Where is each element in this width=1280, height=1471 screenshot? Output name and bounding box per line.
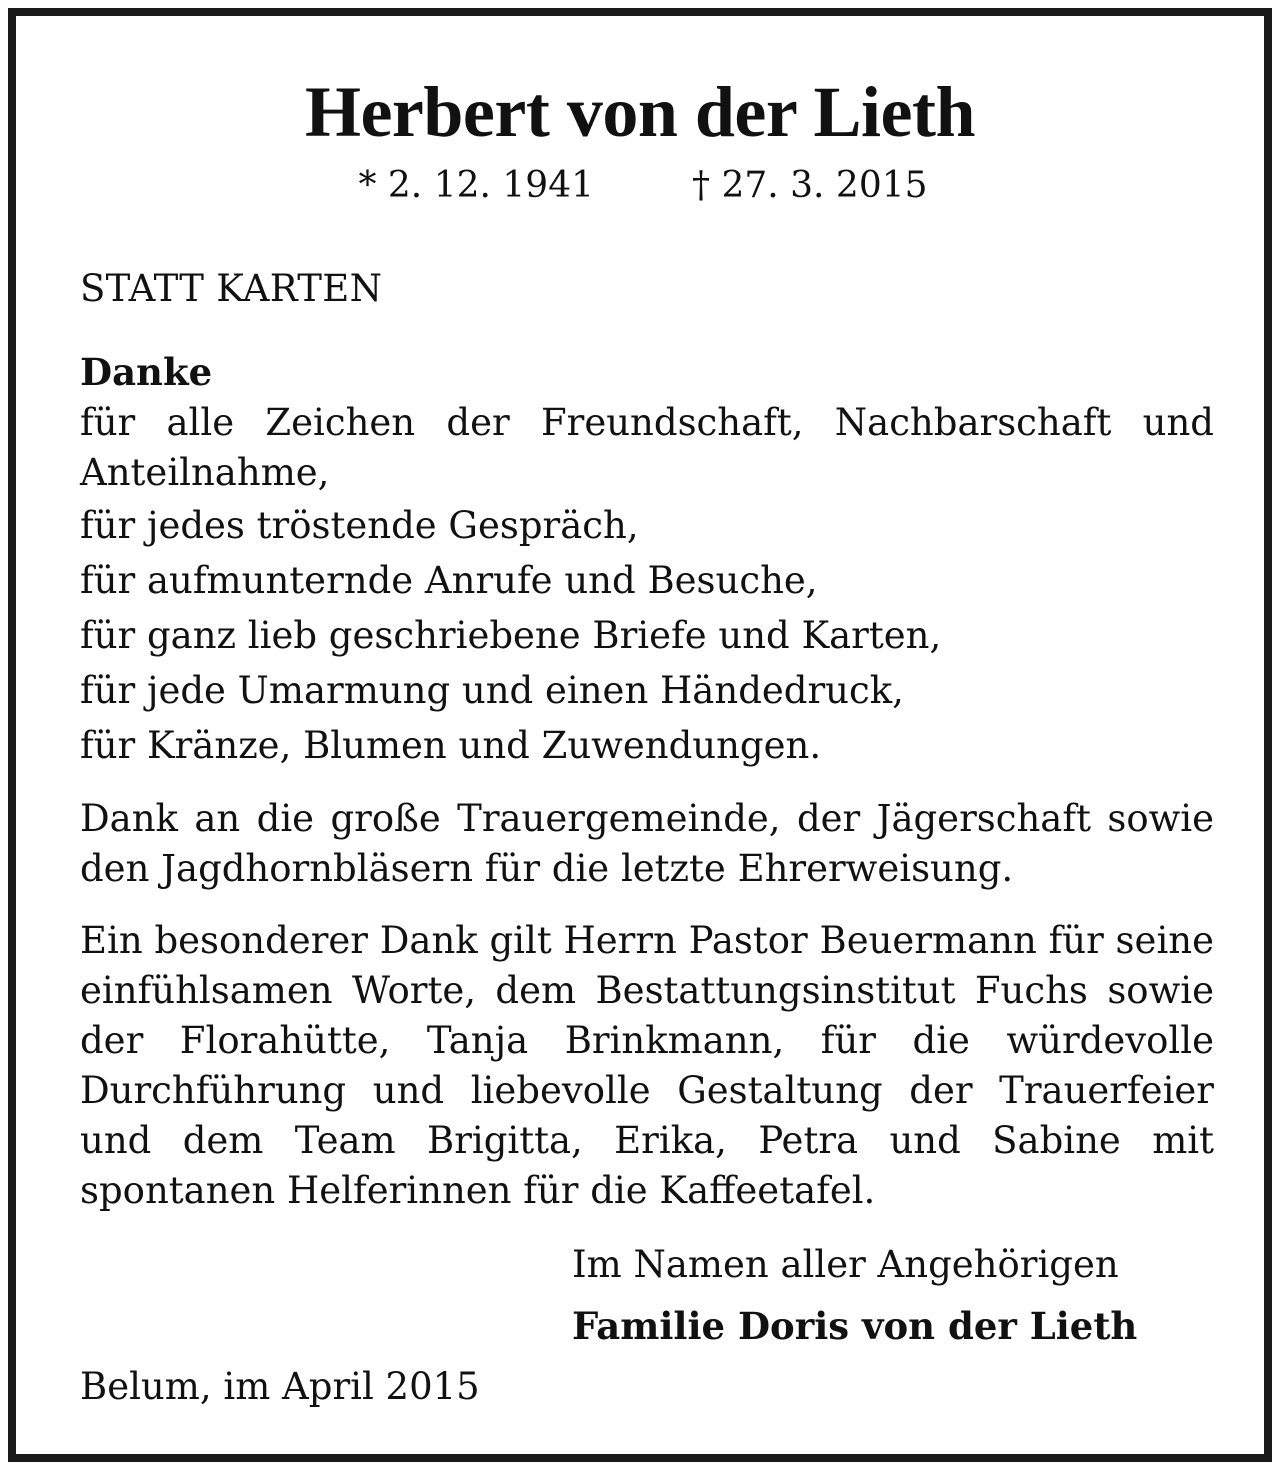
thanks-line: für ganz lieb geschriebene Briefe und Karten, [80, 614, 942, 657]
thanks-line: für jede Umarmung und einen Händedruck, [80, 669, 904, 712]
thanks-line: für Kränze, Blumen und Zuwendungen. [80, 724, 822, 767]
thanks-line: für aufmunternde Anrufe und Besuche, [80, 559, 818, 602]
thanks-section [80, 346, 1214, 773]
birth-date: * 2. 12. 1941 [358, 165, 594, 206]
deceased-name: Herbert von der Lieth [304, 72, 976, 152]
thanks-line: für jedes tröstende Gespräch, [80, 504, 639, 547]
death-date: † 27. 3. 2015 [692, 165, 928, 206]
closing-line: Im Namen aller Angehörigen [572, 1243, 1119, 1286]
statt-karten-label: STATT KARTEN [80, 267, 383, 310]
obituary-notice [8, 8, 1272, 1462]
family-signature: Familie Doris von der Lieth [572, 1304, 1138, 1348]
place-and-date: Belum, im April 2015 [80, 1365, 480, 1408]
paragraph-mourners: Dank an die große Trauergemeinde, der Jägerschaft sowie den Jagdhornbläsern für die letzte Ehrerweisung. [80, 797, 1214, 890]
thanks-intro: für alle Zeichen der Freundschaft, Nachbarschaft und Anteilnahme, [80, 401, 1214, 494]
life-dates [16, 164, 1264, 208]
paragraph-special-thanks: Ein besonderer Dank gilt Herrn Pastor Beuermann für seine einfühlsamen Worte, dem Bestattungsinstitut Fuchs sowie der Florahütte, Tanja Brinkmann, für die würdevolle Durchführung und liebevolle Gestaltung der Trauerfeier und dem Team Brigitta, Erika, Petra und Sabine mit spontanen Helferinnen für die Kaffeetafel. [80, 919, 1214, 1212]
thanks-heading: Danke [80, 350, 213, 394]
